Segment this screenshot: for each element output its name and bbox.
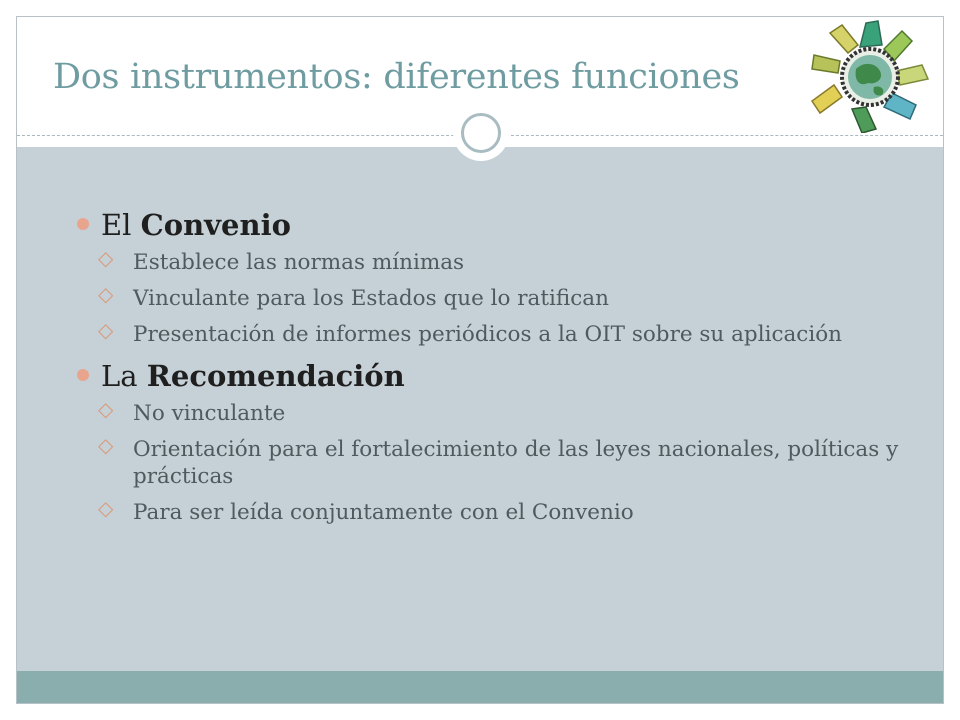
bullet-prefix: El	[101, 208, 132, 242]
sub-bullet-text: Orientación para el fortalecimiento de las leyes nacionales, políticas y prácticas	[133, 437, 899, 489]
sub-bullet	[63, 397, 933, 427]
sub-list-recomendacion	[63, 397, 933, 526]
logo	[799, 17, 939, 133]
bullet-emphasis: Convenio	[140, 208, 291, 242]
sub-bullet	[63, 246, 933, 276]
sub-bullet	[63, 433, 933, 490]
bullet-recomendacion	[63, 358, 933, 394]
sub-bullet	[63, 496, 933, 526]
bullet-prefix: La	[101, 359, 138, 393]
sub-bullet-text: Establece las normas mínimas	[133, 250, 465, 275]
sub-list-convenio	[63, 246, 933, 348]
slide-title: Dos instrumentos: diferentes funciones	[53, 57, 740, 97]
sub-bullet-text: Presentación de informes periódicos a la OIT sobre su aplicación	[133, 322, 843, 347]
slide	[16, 16, 944, 704]
diamond-square-bullet-icon: ◇	[98, 397, 114, 421]
sub-bullet-text: No vinculante	[133, 401, 286, 426]
diamond-square-bullet-icon: ◇	[98, 318, 114, 342]
bullet-convenio	[63, 207, 933, 243]
footer-bar	[17, 671, 943, 703]
sub-bullet-text: Para ser leída conjuntamente con el Convenio	[133, 500, 634, 525]
diamond-square-bullet-icon: ◇	[98, 246, 114, 270]
diamond-square-bullet-icon: ◇	[98, 282, 114, 306]
sub-bullet-text: Vinculante para los Estados que lo ratifican	[133, 286, 609, 311]
diamond-square-bullet-icon: ◇	[98, 496, 114, 520]
ring-icon	[461, 113, 501, 153]
content	[63, 207, 933, 536]
circle-ornament-icon	[453, 105, 509, 161]
bullet-text	[101, 208, 291, 242]
bullet-text	[101, 359, 405, 393]
diamond-square-bullet-icon: ◇	[98, 433, 114, 457]
bullet-emphasis: Recomendación	[146, 359, 405, 393]
circle-bullet-icon	[77, 369, 89, 381]
circle-bullet-icon	[77, 218, 89, 230]
sub-bullet	[63, 282, 933, 312]
sub-bullet	[63, 318, 933, 348]
